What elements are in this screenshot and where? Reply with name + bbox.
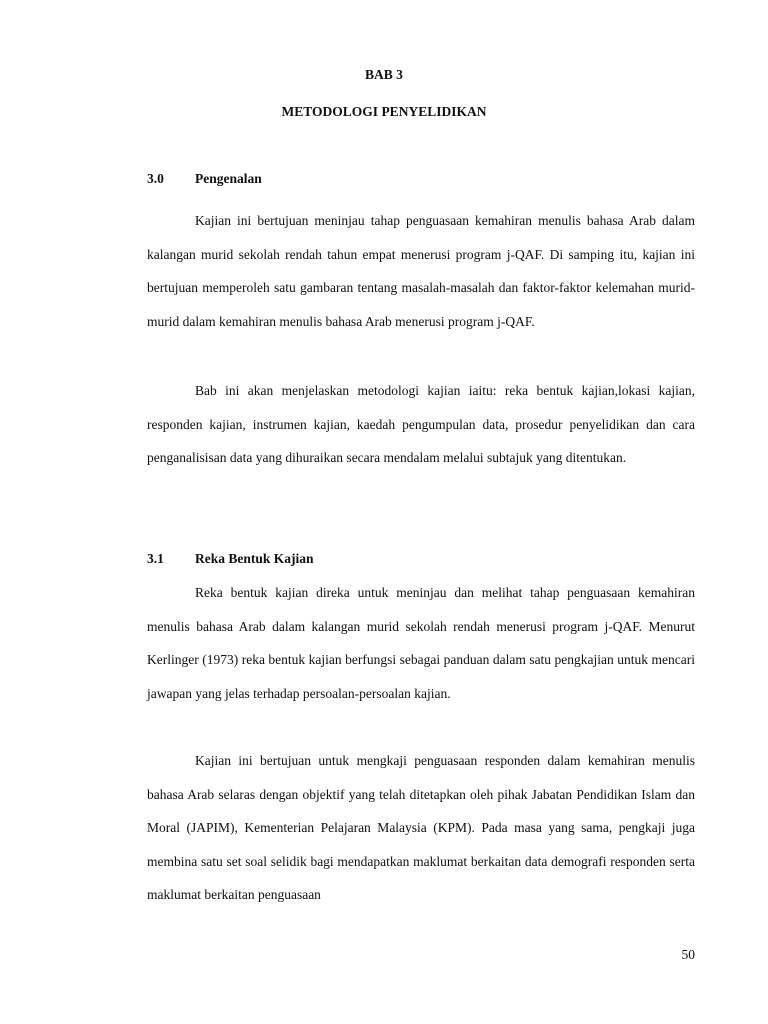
section-heading-3-0 — [147, 171, 262, 187]
section-number: 3.1 — [147, 551, 164, 566]
section-title: Reka Bentuk Kajian — [195, 551, 314, 566]
chapter-number: BAB 3 — [365, 67, 403, 82]
section-number: 3.0 — [147, 171, 164, 186]
paragraph: Reka bentuk kajian direka untuk meninjau dan melihat tahap penguasaan kemahiran menulis bahasa Arab dalam kalangan murid sekolah rendah menerusi program j-QAF. Menurut Kerlinger (1973) reka bentuk kajian berfungsi sebagai panduan dalam satu pengkajian untuk mencari jawapan yang jelas terhadap persoalan-persoalan kajian. — [147, 585, 695, 701]
paragraph: Bab ini akan menjelaskan metodologi kajian iaitu: reka bentuk kajian,lokasi kajian, responden kajian, instrumen kajian, kaedah pengumpulan data, prosedur penyelidikan dan cara penganalisisan data yang dihuraikan secara mendalam melalui subtajuk yang ditentukan. — [147, 383, 695, 466]
paragraph: Kajian ini bertujuan untuk mengkaji penguasaan responden dalam kemahiran menulis bahasa Arab selaras dengan objektif yang telah ditetapkan oleh pihak Jabatan Pendidikan Islam dan Moral (JAPIM), Kementerian Pelajaran Malaysia (KPM). Pada masa yang sama, pengkaji juga membina satu set soal selidik bagi mendapatkan maklumat berkaitan data demografi responden serta maklumat berkaitan penguasaan — [147, 753, 695, 903]
page-number: 50 — [681, 947, 695, 962]
chapter-title: METODOLOGI PENYELIDIKAN — [281, 104, 487, 119]
section-title: Pengenalan — [195, 171, 262, 186]
paragraph: Kajian ini bertujuan meninjau tahap penguasaan kemahiran menulis bahasa Arab dalam kalangan murid sekolah rendah tahun empat menerusi program j-QAF. Di samping itu, kajian ini bertujuan memperoleh satu gambaran tentang masalah-masalah dan faktor-faktor kelemahan murid-murid dalam kemahiran menulis bahasa Arab menerusi program j-QAF. — [147, 213, 695, 329]
section-heading-3-1 — [147, 551, 314, 567]
